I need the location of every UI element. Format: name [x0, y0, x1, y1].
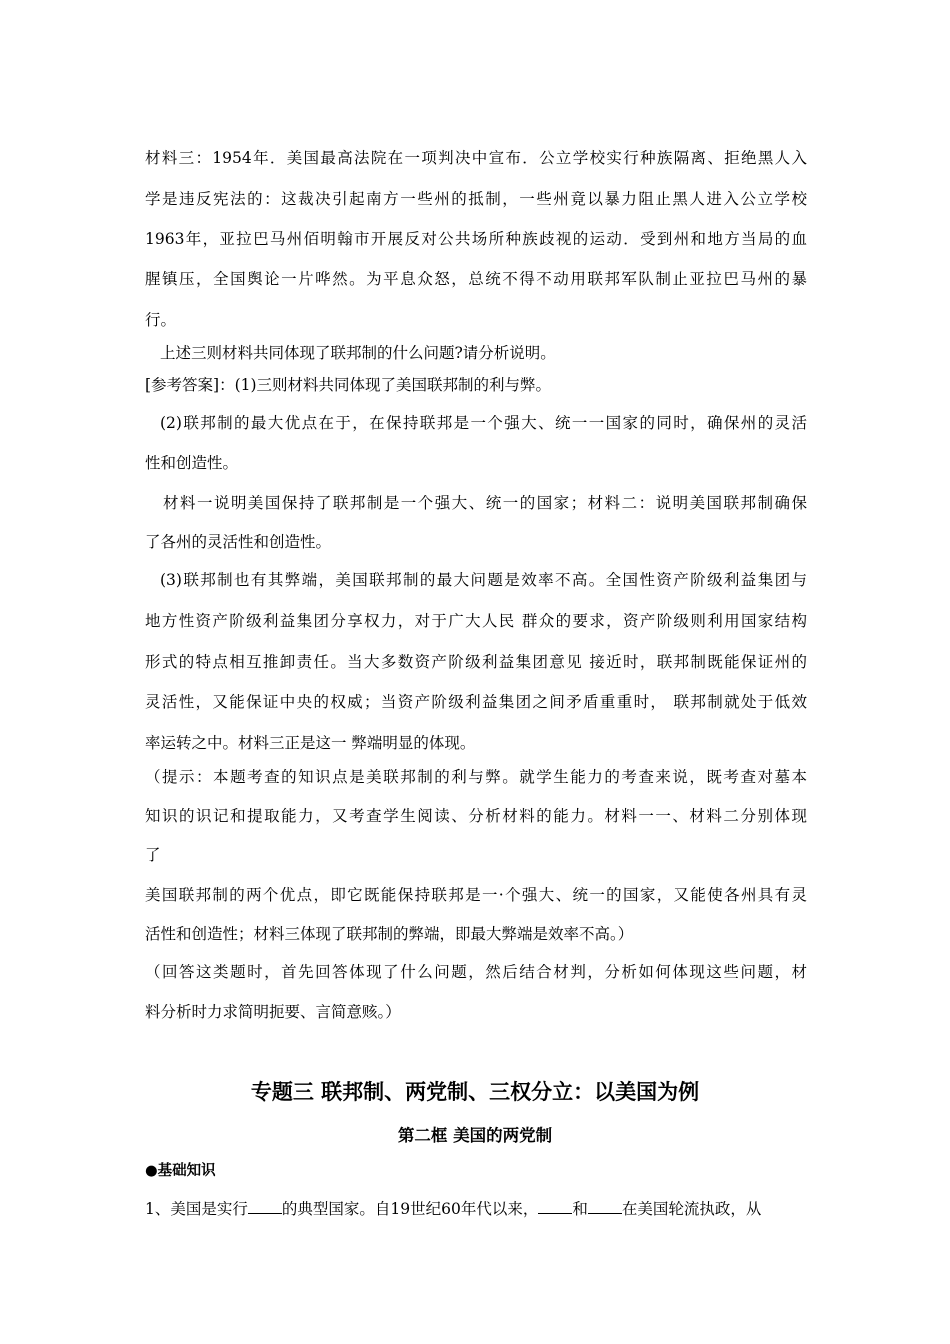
answer-blank[interactable]	[538, 1199, 572, 1214]
hint-line: 美国联邦制的两个优点，即它既能保持联邦是一·个强大、统一的国家，又能使各州具有灵	[145, 886, 807, 904]
text-line: 学是违反宪法的：这裁决引起南方一些州的抵制，一些州竟以暴力阻止黑人进入公立学校	[145, 190, 807, 208]
answer-line: 地方性资产阶级利益集团分享权力，对于广大人民 群众的要求，资产阶级则利用国家结构	[145, 612, 807, 630]
hint-line: （提示：本题考查的知识点是美联邦制的利与弊。就学生能力的考查来说，既考查对墓本	[145, 768, 807, 786]
answer-blank[interactable]	[588, 1199, 622, 1214]
answer-line: 率运转之中。材料三正是这一 弊端明显的体现。	[145, 734, 476, 752]
hint-line: 知识的识记和提取能力，又考查学生阅读、分析材料的能力。材料一一、材料二分别体现	[145, 807, 807, 825]
basic-knowledge-label: ●基础知识	[145, 1163, 216, 1179]
question-1-text: 在美国轮流执政，从	[621, 1200, 762, 1218]
question-line: 上述三则材料共同体现了联邦制的什么问题?请分析说明。	[160, 344, 556, 362]
chapter-heading: 专题三 联邦制、两党制、三权分立：以美国为例	[250, 1080, 700, 1104]
answer-line: 了各州的灵活性和创造性。	[145, 533, 332, 551]
question-1-text: 1、美国是实行	[145, 1200, 248, 1218]
answer-line: [参考答案]：(1)三则材料共同体现了美国联邦制的利与弊。	[145, 376, 552, 394]
answer-blank[interactable]	[248, 1199, 282, 1214]
text-line: 行。	[145, 311, 177, 329]
answer-line: 材料一说明美国保持了联邦制是一个强大、统一的国家；材料二：说明美国联邦制确保	[163, 494, 807, 512]
text-line: 腥镇压，全国舆论一片哗然。为平息众怒，总统不得不动用联邦军队制止亚拉巴马州的暴	[145, 270, 807, 288]
answer-line: 形式的特点相互推卸责任。当大多数资产阶级利益集团意见 接近时，联邦制既能保证州的	[145, 653, 807, 671]
hint-line: 料分析时力求简明扼要、言简意赅。）	[145, 1003, 401, 1021]
answer-line: 灵活性，又能保证中央的权威；当资产阶级利益集团之间矛盾重重时， 联邦制就处于低效	[145, 693, 807, 711]
question-1-text: 和	[572, 1200, 588, 1218]
answer-line: (2)联邦制的最大优点在于，在保持联邦是一个强大、统一一国家的同时，确保州的灵活	[160, 414, 807, 432]
hint-line: 活性和创造性；材料三体现了联邦制的弊端，即最大弊端是效率不高。）	[145, 925, 634, 943]
question-1-text: 的典型国家。自19世纪60年代以来，	[281, 1200, 539, 1218]
question-1	[145, 1199, 761, 1219]
text-line: 材料三：1954年．美国最高法院在一项判决中宣布．公立学校实行种族隔离、拒绝黑人入	[145, 149, 807, 167]
hint-line: （回答这类题时，首先回答体现了什么问题，然后结合材判，分析如何体现这些问题，材	[145, 963, 807, 981]
answer-line: 性和创造性。	[145, 454, 239, 472]
text-line: 1963年，亚拉巴马州佰明翰市开展反对公共场所种族歧视的运动．受到州和地方当局的血	[145, 230, 807, 248]
hint-line: 了	[145, 846, 161, 864]
section-heading: 第二框 美国的两党制	[397, 1126, 553, 1145]
answer-line: (3)联邦制也有其弊端，美国联邦制的最大问题是效率不高。全国性资产阶级利益集团与	[160, 571, 807, 589]
